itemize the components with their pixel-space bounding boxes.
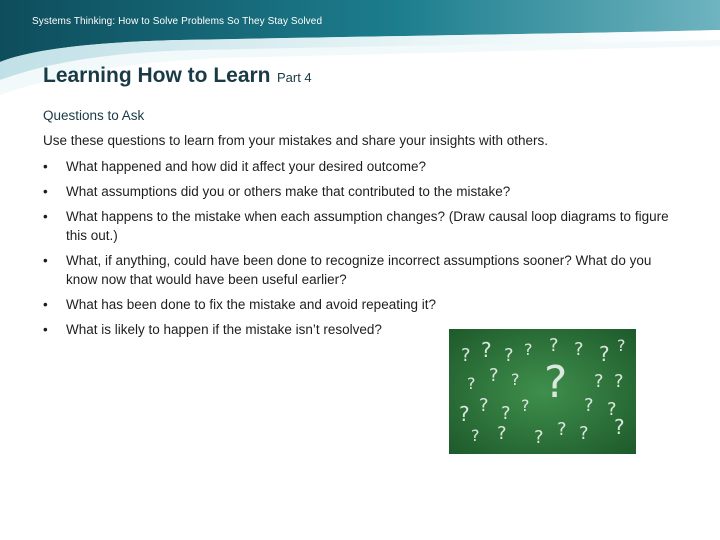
question-mark-icon: ? (549, 335, 559, 356)
question-mark-icon: ? (461, 345, 471, 366)
question-text: What, if anything, could have been done to recognize incorrect assumptions sooner? What do you know now that would have been useful earlier? (66, 253, 652, 287)
question-mark-icon: ? (524, 340, 533, 359)
bullet-icon: • (43, 209, 48, 224)
question-mark-icon: ? (614, 371, 624, 392)
question-text: What assumptions did you or others make that contributed to the mistake? (66, 184, 511, 199)
question-text: What happened and how did it affect your desired outcome? (66, 159, 426, 174)
questions-list (43, 157, 683, 345)
bullet-icon: • (43, 322, 48, 337)
page-title-main: Learning How to Learn (43, 64, 271, 87)
question-mark-icon: ? (544, 357, 568, 408)
intro-text: Use these questions to learn from your mistakes and share your insights with others. (43, 133, 548, 148)
question-mark-icon: ? (607, 399, 617, 420)
list-item (43, 182, 683, 201)
question-mark-icon: ? (479, 395, 489, 416)
bullet-icon: • (43, 184, 48, 199)
list-item (43, 207, 683, 245)
question-mark-icon: ? (504, 345, 514, 366)
list-item (43, 295, 683, 314)
question-mark-icon: ? (459, 402, 470, 426)
question-mark-icon: ? (511, 370, 520, 389)
question-mark-icon: ? (614, 415, 625, 439)
question-mark-icon: ? (584, 395, 594, 416)
question-mark-icon: ? (594, 371, 604, 392)
question-mark-icon: ? (579, 423, 589, 444)
question-mark-icon: ? (534, 427, 544, 448)
list-item (43, 157, 683, 176)
question-mark-icon: ? (489, 365, 499, 386)
section-heading: Questions to Ask (43, 108, 145, 123)
question-mark-icon: ? (574, 339, 584, 360)
question-text: What is likely to happen if the mistake isn’t resolved? (66, 322, 382, 337)
question-mark-icon: ? (467, 374, 476, 393)
list-item (43, 251, 683, 289)
question-marks-chalkboard-image (449, 329, 636, 454)
question-mark-icon: ? (481, 338, 492, 362)
course-title: Systems Thinking: How to Solve Problems So They Stay Solved (32, 16, 323, 27)
question-text: What happens to the mistake when each assumption changes? (Draw causal loop diagrams to figure this out.) (66, 209, 669, 243)
question-mark-icon: ? (471, 426, 480, 445)
question-mark-icon: ? (617, 336, 626, 355)
question-mark-icon: ? (599, 342, 610, 366)
question-mark-icon: ? (521, 396, 530, 415)
question-text: What has been done to fix the mistake and avoid repeating it? (66, 297, 436, 312)
page-title (43, 64, 312, 88)
bullet-icon: • (43, 159, 48, 174)
bullet-icon: • (43, 297, 48, 312)
question-mark-icon: ? (501, 403, 511, 424)
page-title-part: Part 4 (276, 70, 312, 85)
bullet-icon: • (43, 253, 48, 268)
question-mark-icon: ? (497, 423, 507, 444)
question-mark-icon: ? (557, 419, 567, 440)
